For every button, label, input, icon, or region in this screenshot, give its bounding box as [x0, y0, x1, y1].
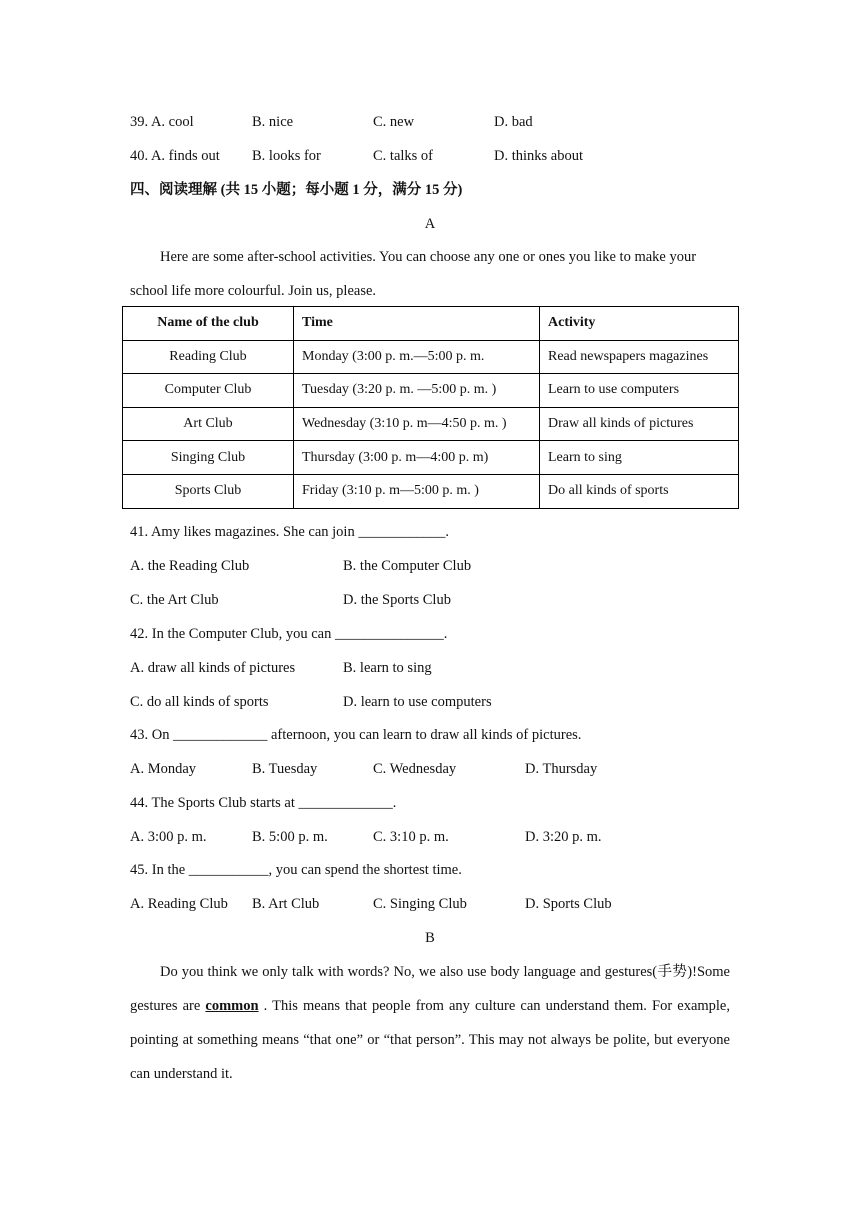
q42-option-a: A. draw all kinds of pictures — [130, 660, 296, 676]
club-table-header — [123, 307, 739, 341]
q44-option-b: B. 5:00 p. m. — [252, 829, 328, 845]
q41-option-d: D. the Sports Club — [343, 592, 451, 608]
q39-option-c: C. new — [373, 114, 415, 130]
club-time-cell: Tuesday (3:20 p. m. —5:00 p. m. ) — [294, 374, 540, 408]
passage-a-letter: A — [424, 216, 436, 232]
q41-option-c: C. the Art Club — [130, 592, 219, 608]
q44-stem: 44. The Sports Club starts at _____________. — [130, 795, 397, 811]
club-activity-cell: Learn to use computers — [540, 374, 739, 408]
club-activity-cell: Learn to sing — [540, 441, 739, 475]
q39-option-d: D. bad — [494, 114, 533, 130]
q45-option-c: C. Singing Club — [373, 896, 467, 912]
section-heading-prefix: 四、阅读理解 — [130, 182, 221, 198]
q39-option-a: 39. A. cool — [130, 114, 194, 130]
club-name-cell: Reading Club — [123, 340, 294, 374]
club-time-cell: Monday (3:00 p. m.—5:00 p. m. — [294, 340, 540, 374]
q44-option-a: A. 3:00 p. m. — [130, 829, 207, 845]
q42-option-b: B. learn to sing — [343, 660, 432, 676]
q45-stem: 45. In the ___________, you can spend the shortest time. — [130, 862, 462, 878]
table-row — [123, 407, 739, 441]
q42-option-d: D. learn to use computers — [343, 694, 492, 710]
header-club-name: Name of the club — [123, 307, 294, 341]
header-time: Time — [294, 307, 540, 341]
passage-b-paragraph — [130, 955, 730, 1091]
passage-b-letter: B — [425, 930, 435, 946]
club-name-cell: Art Club — [123, 407, 294, 441]
q44-option-d: D. 3:20 p. m. — [525, 829, 602, 845]
section-heading-detail: (共 15 小题；每小题 1 分，满分 15 分) — [220, 182, 463, 198]
q39-option-b: B. nice — [252, 114, 294, 130]
q42-option-c: C. do all kinds of sports — [130, 694, 269, 710]
q41-stem: 41. Amy likes magazines. She can join ____________. — [130, 524, 449, 540]
q45-option-a: A. Reading Club — [130, 896, 228, 912]
q45-option-b: B. Art Club — [252, 896, 320, 912]
q43-stem: 43. On _____________ afternoon, you can learn to draw all kinds of pictures. — [130, 727, 582, 743]
table-row — [123, 441, 739, 475]
table-row — [123, 340, 739, 374]
section-heading — [130, 180, 462, 200]
passage-b-text-1: Do you think we only talk with words? No, we also use body language and gestures(手势)!Some gestures are — [130, 964, 730, 1014]
passage-b-keyword: common — [205, 998, 259, 1014]
q40-option-a: 40. A. finds out — [130, 148, 220, 164]
q43-option-c: C. Wednesday — [373, 761, 457, 777]
q45-option-d: D. Sports Club — [525, 896, 612, 912]
passage-a-intro-line2: school life more colourful. Join us, please. — [130, 283, 377, 299]
q42-stem: 42. In the Computer Club, you can _______________. — [130, 626, 448, 642]
q40-option-d: D. thinks about — [494, 148, 584, 164]
q40-option-b: B. looks for — [252, 148, 321, 164]
q44-option-c: C. 3:10 p. m. — [373, 829, 449, 845]
club-activity-cell: Read newspapers magazines — [540, 340, 739, 374]
club-activity-cell: Draw all kinds of pictures — [540, 407, 739, 441]
q43-option-a: A. Monday — [130, 761, 197, 777]
q41-option-b: B. the Computer Club — [343, 558, 472, 574]
club-table — [122, 306, 739, 509]
q41-option-a: A. the Reading Club — [130, 558, 250, 574]
club-activity-cell: Do all kinds of sports — [540, 474, 739, 508]
club-time-cell: Friday (3:10 p. m—5:00 p. m. ) — [294, 474, 540, 508]
club-name-cell: Singing Club — [123, 441, 294, 475]
club-name-cell: Computer Club — [123, 374, 294, 408]
q40-option-c: C. talks of — [373, 148, 434, 164]
header-activity: Activity — [540, 307, 739, 341]
table-row — [123, 374, 739, 408]
passage-a-intro-line1: Here are some after-school activities. You can choose any one or ones you like to make your — [160, 249, 697, 265]
q43-option-b: B. Tuesday — [252, 761, 318, 777]
passage-b-text-2: . This means that people from any culture can understand them. For example, pointing at something means “that one” or “that person”. This may not always be polite, but everyone can understand it. — [130, 998, 730, 1082]
club-time-cell: Thursday (3:00 p. m—4:00 p. m) — [294, 441, 540, 475]
club-time-cell: Wednesday (3:10 p. m—4:50 p. m. ) — [294, 407, 540, 441]
table-row — [123, 474, 739, 508]
club-name-cell: Sports Club — [123, 474, 294, 508]
q43-option-d: D. Thursday — [525, 761, 598, 777]
